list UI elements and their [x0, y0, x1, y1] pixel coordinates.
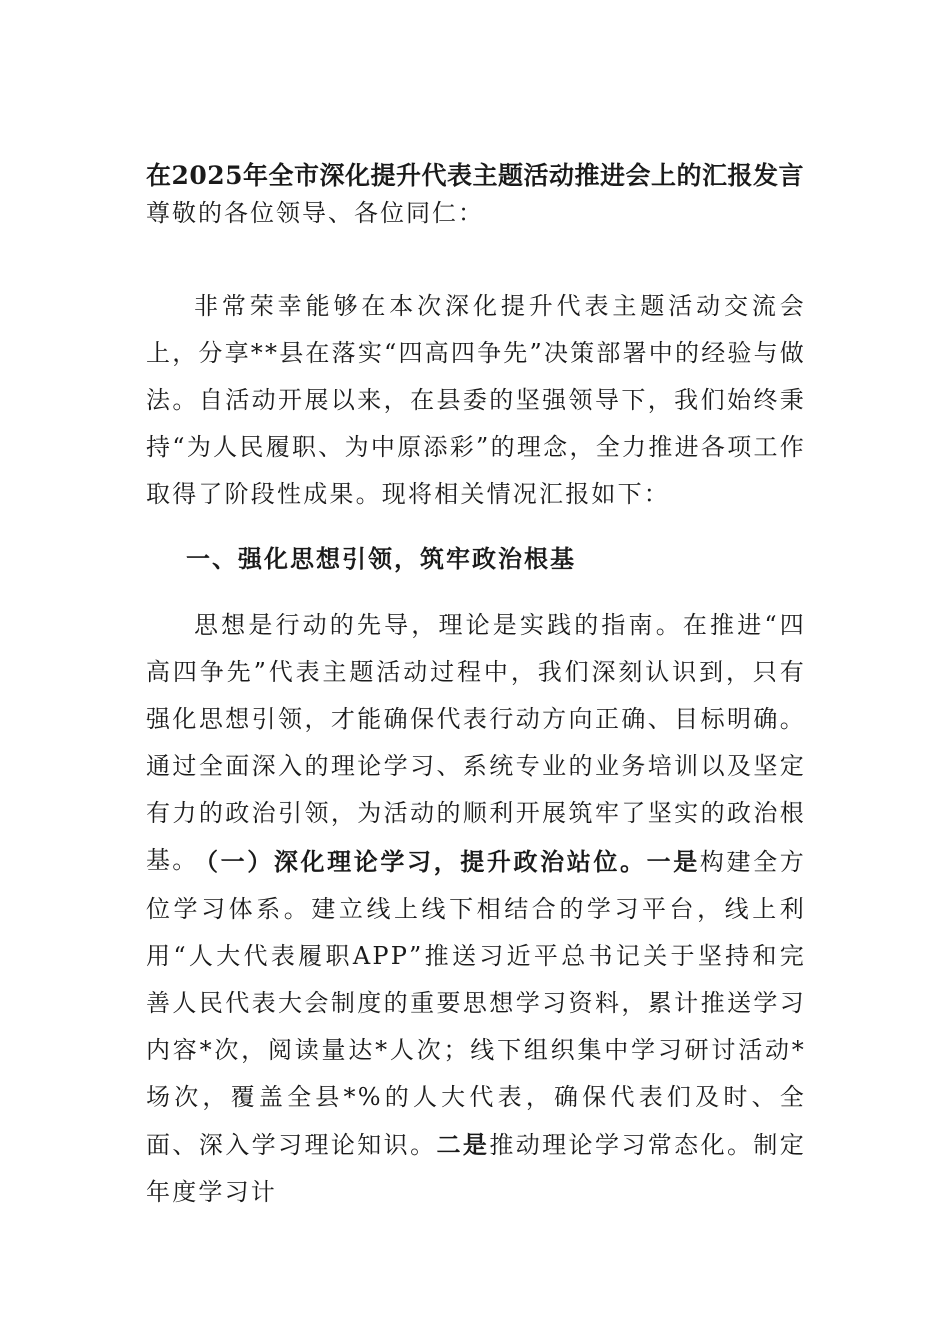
- section-heading: 一、强化思想引领，筑牢政治根基: [186, 544, 576, 573]
- subsection-heading: （一）深化理论学习，提升政治站位。: [194, 847, 647, 876]
- salutation: 尊敬的各位领导、各位同仁：: [146, 199, 484, 227]
- point-text-first: 构建全方位学习体系。建立线上线下相结合的学习平台，线上利用“人大代表履职APP”推送习近平总书记关于坚持和完善人民代表大会制度的重要思想学习资料，累计推送学习内容*次，阅读量达*人次；线下组织集中学习研讨活动*场次，覆盖全县*%的人大代表，确保代表们及时、全面、深入学习理论知识。: [146, 848, 807, 1159]
- section-body-paragraph: 思想是行动的先导，理论是实践的指南。在推进“四高四争先”代表主题活动过程中，我们深刻认识到，只有强化思想引领，才能确保代表行动方向正确、目标明确。通过全面深入的理论学习、系统专业的业务培训以及坚定有力的政治引领，为活动的顺利开展筑牢了坚实的政治根基。: [146, 611, 806, 874]
- point-lead-first: 一是: [646, 847, 700, 876]
- intro-paragraph: 非常荣幸能够在本次深化提升代表主题活动交流会上，分享**县在落实“四高四争先”决策部署中的经验与做法。自活动开展以来，在县委的坚强领导下，我们始终秉持“为人民履职、为中原添彩”的理念，全力推进各项工作取得了阶段性成果。现将相关情况汇报如下：: [146, 292, 806, 508]
- subsection-paragraph: [146, 838, 806, 1216]
- document-title: 在2025年全市深化提升代表主题活动推进会上的汇报发言: [145, 161, 805, 190]
- point-text-second: 推动理论学习常态化。制定年度学习计: [146, 1131, 806, 1206]
- point-lead-second: 二是: [436, 1130, 490, 1159]
